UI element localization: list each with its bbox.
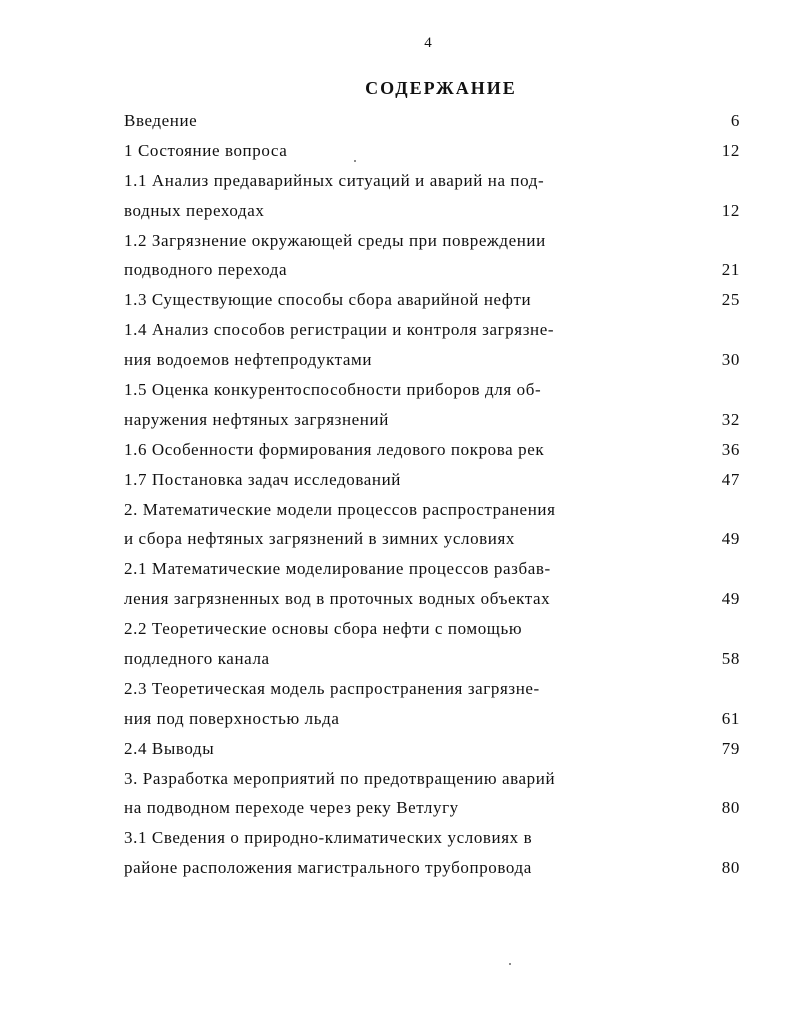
toc-entry-text: 1.5 Оценка конкурентоспособности приборов для об- xyxy=(124,380,542,400)
toc-entry xyxy=(124,614,740,674)
toc-entry-text: ния под поверхностью льда xyxy=(124,708,340,728)
toc-entry xyxy=(124,375,740,435)
scan-speck xyxy=(354,160,356,162)
toc-line xyxy=(124,524,740,554)
toc-page-number: 12 xyxy=(721,200,740,220)
toc-entry xyxy=(124,554,740,614)
toc-entry-text: подводного перехода xyxy=(124,260,288,280)
toc-entry xyxy=(124,674,740,734)
toc-line xyxy=(124,315,740,345)
toc-entry-text: 1.3 Существующие способы сбора аварийной нефти xyxy=(124,290,532,310)
toc-line xyxy=(124,554,740,584)
toc-page-number: 6 xyxy=(730,111,740,130)
toc-line xyxy=(124,106,740,136)
toc-entry-text: на подводном переходе через реку Ветлугу xyxy=(124,798,459,818)
table-of-contents xyxy=(124,106,740,883)
toc-page-number: 36 xyxy=(721,439,740,459)
toc-entry xyxy=(124,465,740,495)
toc-line xyxy=(124,704,740,734)
toc-entry-text: 1.2 Загрязнение окружающей среды при повреждении xyxy=(124,230,546,250)
toc-page-number: 61 xyxy=(721,708,740,728)
toc-entry xyxy=(124,495,740,555)
toc-entry-text: 2.3 Теоретическая модель распространения загрязне- xyxy=(124,678,540,698)
toc-entry xyxy=(124,315,740,375)
toc-entry-text: 3. Разработка мероприятий по предотвращению аварий xyxy=(124,768,556,788)
toc-page-number: 49 xyxy=(721,589,740,609)
scan-speck xyxy=(509,963,511,965)
toc-line xyxy=(124,345,740,375)
toc-line xyxy=(124,853,740,883)
page-number: 4 xyxy=(424,35,432,51)
toc-entry xyxy=(124,823,740,883)
toc-line xyxy=(124,285,740,315)
toc-entry-text: 1.4 Анализ способов регистрации и контроля загрязне- xyxy=(124,320,555,340)
toc-line xyxy=(124,823,740,853)
toc-entry xyxy=(124,166,740,226)
toc-entry-text: водных переходах xyxy=(124,200,265,220)
toc-line xyxy=(124,226,740,256)
toc-entry xyxy=(124,226,740,286)
toc-entry-text: 1.7 Постановка задач исследований xyxy=(124,469,402,489)
toc-line xyxy=(124,375,740,405)
toc-page-number: 49 xyxy=(721,529,740,549)
toc-entry-text: 1.1 Анализ предаварийных ситуаций и аварий на под- xyxy=(124,170,545,190)
toc-entry-text: Введение xyxy=(124,111,198,130)
toc-entry-text: ления загрязненных вод в проточных водных объектах xyxy=(124,589,551,609)
toc-entry-text: подледного канала xyxy=(124,649,270,669)
toc-entry-text: и сбора нефтяных загрязнений в зимних условиях xyxy=(124,529,516,549)
toc-page-number: 58 xyxy=(721,649,740,669)
toc-line xyxy=(124,136,740,166)
toc-entry-text: наружения нефтяных загрязнений xyxy=(124,409,389,429)
toc-line xyxy=(124,435,740,465)
toc-line xyxy=(124,734,740,764)
toc-line xyxy=(124,793,740,823)
toc-entry-text: 1.6 Особенности формирования ледового покрова рек xyxy=(124,439,545,459)
toc-entry xyxy=(124,435,740,465)
toc-entry-text: 2. Математические модели процессов распространения xyxy=(124,499,556,519)
toc-entry-text: районе расположения магистрального трубопровода xyxy=(124,858,532,878)
toc-entry-text: 2.1 Математические моделирование процессов разбав- xyxy=(124,559,551,579)
toc-line xyxy=(124,465,740,495)
toc-page-number: 80 xyxy=(721,858,740,878)
toc-line xyxy=(124,614,740,644)
page-title: СОДЕРЖАНИЕ xyxy=(365,78,517,98)
toc-entry-text: 3.1 Сведения о природно-климатических условиях в xyxy=(124,828,533,848)
toc-line xyxy=(124,405,740,435)
toc-entry xyxy=(124,285,740,315)
toc-entry-text: 1 Состояние вопроса xyxy=(124,140,288,160)
toc-line xyxy=(124,166,740,196)
toc-line xyxy=(124,196,740,226)
toc-page-number: 47 xyxy=(721,469,740,489)
toc-page-number: 21 xyxy=(721,260,740,280)
toc-line xyxy=(124,255,740,285)
toc-page-number: 32 xyxy=(721,409,740,429)
toc-line xyxy=(124,584,740,614)
toc-page-number: 30 xyxy=(721,350,740,370)
toc-page-number: 25 xyxy=(721,290,740,310)
toc-page-number: 80 xyxy=(721,798,740,818)
toc-entry xyxy=(124,106,740,136)
toc-entry xyxy=(124,136,740,166)
toc-entry xyxy=(124,734,740,764)
toc-line xyxy=(124,674,740,704)
toc-line xyxy=(124,644,740,674)
toc-line xyxy=(124,495,740,525)
toc-entry-text: ния водоемов нефтепродуктами xyxy=(124,350,373,370)
toc-line xyxy=(124,764,740,794)
toc-entry-text: 2.2 Теоретические основы сбора нефти с помощью xyxy=(124,619,523,639)
toc-page-number: 12 xyxy=(721,140,740,160)
toc-entry-text: 2.4 Выводы xyxy=(124,738,215,758)
toc-page-number: 79 xyxy=(721,738,740,758)
toc-entry xyxy=(124,764,740,824)
